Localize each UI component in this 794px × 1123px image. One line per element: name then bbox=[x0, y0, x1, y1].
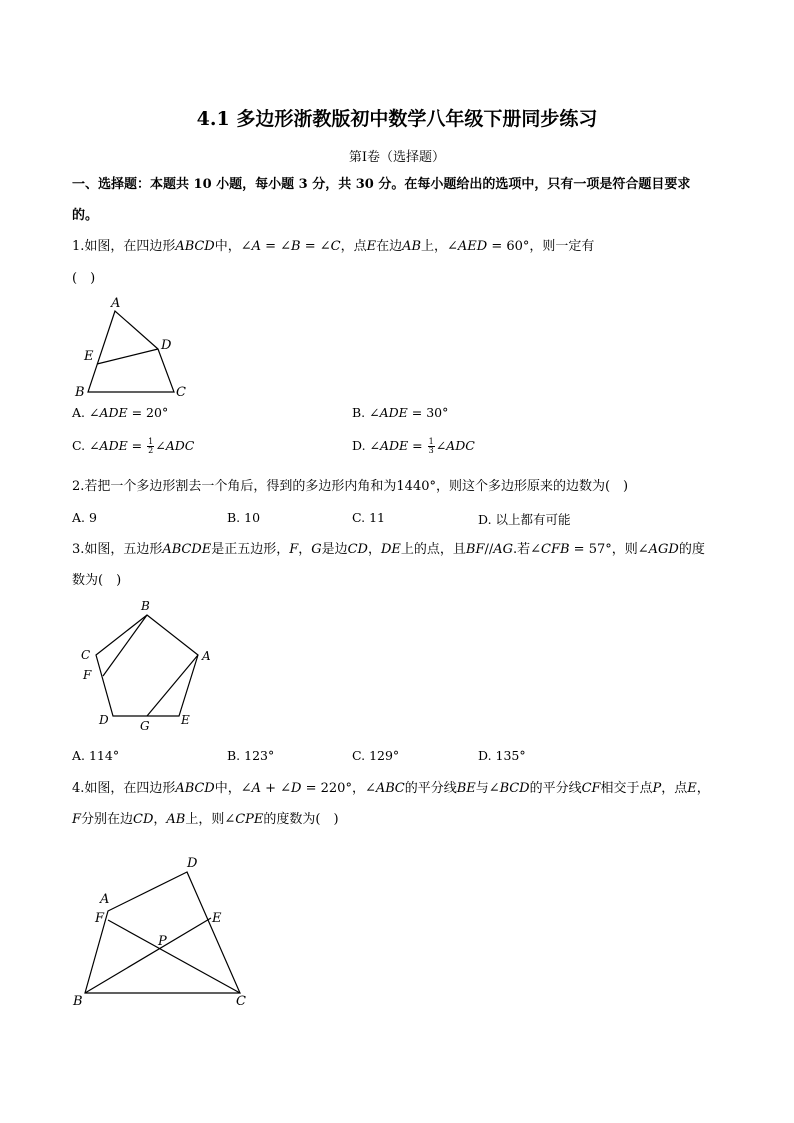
q3-pentagon-figure bbox=[72, 596, 222, 738]
q2-option-d[interactable]: D. 以上都有可能 bbox=[478, 512, 571, 527]
q3-label-g: G bbox=[140, 719, 150, 733]
q1-label-d: D bbox=[161, 338, 172, 353]
q4-stem: 4.如图，在四边形𝐴𝐵𝐶𝐷中，∠𝐴 + ∠𝐷 = 220°，∠𝐴𝐵𝐶的平分线𝐵𝐸与∠𝐵𝐶𝐷的平分线𝐶𝐹相交于点𝑃，点𝐸， bbox=[72, 781, 710, 796]
q1-option-c-suffix: ∠𝐴𝐷𝐶 bbox=[155, 438, 195, 453]
q1-option-d-prefix: D. ∠𝐴𝐷𝐸 = bbox=[352, 438, 427, 453]
q1-option-d-suffix: ∠𝐴𝐷𝐶 bbox=[435, 438, 475, 453]
page-title: 4.1 多边形浙教版初中数学八年级下册同步练习 bbox=[196, 108, 598, 130]
q3-stem-continued: 数为( ) bbox=[72, 573, 122, 588]
section-instructions-line2: 的。 bbox=[72, 208, 99, 223]
q1-option-c[interactable] bbox=[72, 438, 194, 455]
q3-option-b[interactable]: B. 123° bbox=[227, 748, 275, 763]
q2-option-c[interactable]: C. 11 bbox=[352, 510, 385, 525]
q4-label-b: B bbox=[73, 994, 83, 1009]
q3-label-f: F bbox=[83, 668, 92, 682]
q3-option-c[interactable]: C. 129° bbox=[352, 748, 400, 763]
fraction-numerator: 1 bbox=[148, 437, 154, 446]
q1-label-c: C bbox=[176, 385, 186, 400]
q4-label-e: E bbox=[212, 911, 222, 926]
q1-option-c-prefix: C. ∠𝐴𝐷𝐸 = bbox=[72, 438, 147, 453]
q2-stem: 2.若把一个多边形割去一个角后，得到的多边形内角和为1440°，则这个多边形原来的边数为( ) bbox=[72, 479, 629, 494]
q4-quadrilateral-figure bbox=[70, 848, 260, 1013]
q2-option-b[interactable]: B. 10 bbox=[227, 510, 261, 525]
q4-label-d: D bbox=[187, 856, 198, 871]
q3-label-a: A bbox=[202, 649, 211, 663]
q4-label-c: C bbox=[236, 994, 246, 1009]
fraction-numerator: 1 bbox=[428, 437, 434, 446]
q4-label-p: P bbox=[158, 934, 167, 949]
section-heading: 第Ⅰ卷（选择题） bbox=[348, 150, 446, 165]
q2-option-a[interactable]: A. 9 bbox=[72, 510, 97, 525]
q1-option-a[interactable]: A. ∠𝐴𝐷𝐸 = 20° bbox=[72, 405, 169, 420]
q3-label-e: E bbox=[181, 713, 190, 727]
q1-label-a: A bbox=[111, 296, 121, 311]
q1-label-b: B bbox=[75, 385, 85, 400]
q3-stem: 3.如图，五边形𝐴𝐵𝐶𝐷𝐸是正五边形，𝐹，𝐺是边𝐶𝐷，𝐷𝐸上的点，且𝐵𝐹//𝐴𝐺.若∠𝐶𝐹𝐵 = 57°，则∠𝐴𝐺𝐷的度 bbox=[72, 542, 705, 557]
q4-stem-continued: 𝐹分别在边𝐶𝐷，𝐴𝐵上，则∠𝐶𝑃𝐸的度数为( ) bbox=[72, 812, 339, 827]
q1-option-d[interactable] bbox=[352, 438, 475, 455]
q1-option-d-fraction bbox=[428, 438, 435, 455]
q1-option-c-fraction bbox=[147, 438, 154, 455]
q1-stem: 1.如图，在四边形𝐴𝐵𝐶𝐷中，∠𝐴 = ∠𝐵 = ∠𝐶，点𝐸在边𝐴𝐵上，∠𝐴𝐸𝐷 = 60°，则一定有 bbox=[72, 239, 595, 254]
q1-option-b[interactable]: B. ∠𝐴𝐷𝐸 = 30° bbox=[352, 405, 449, 420]
fraction-denominator: 3 bbox=[428, 446, 434, 455]
q1-label-e: E bbox=[84, 349, 94, 364]
q3-label-b: B bbox=[141, 599, 150, 613]
q3-option-a[interactable]: A. 114° bbox=[72, 748, 120, 763]
section-instructions-line1: 一、选择题：本题共 10 小题，每小题 3 分，共 30 分。在每小题给出的选项中，只有一项是符合题目要求 bbox=[72, 177, 691, 192]
q1-quadrilateral-figure bbox=[70, 292, 200, 402]
q1-blank: ( ) bbox=[72, 271, 96, 286]
fraction-denominator: 2 bbox=[148, 446, 154, 455]
q4-label-f: F bbox=[95, 911, 105, 926]
q4-label-a: A bbox=[100, 892, 110, 907]
q3-label-d: D bbox=[99, 713, 109, 727]
q3-label-c: C bbox=[81, 648, 91, 662]
q3-option-d[interactable]: D. 135° bbox=[478, 748, 526, 763]
